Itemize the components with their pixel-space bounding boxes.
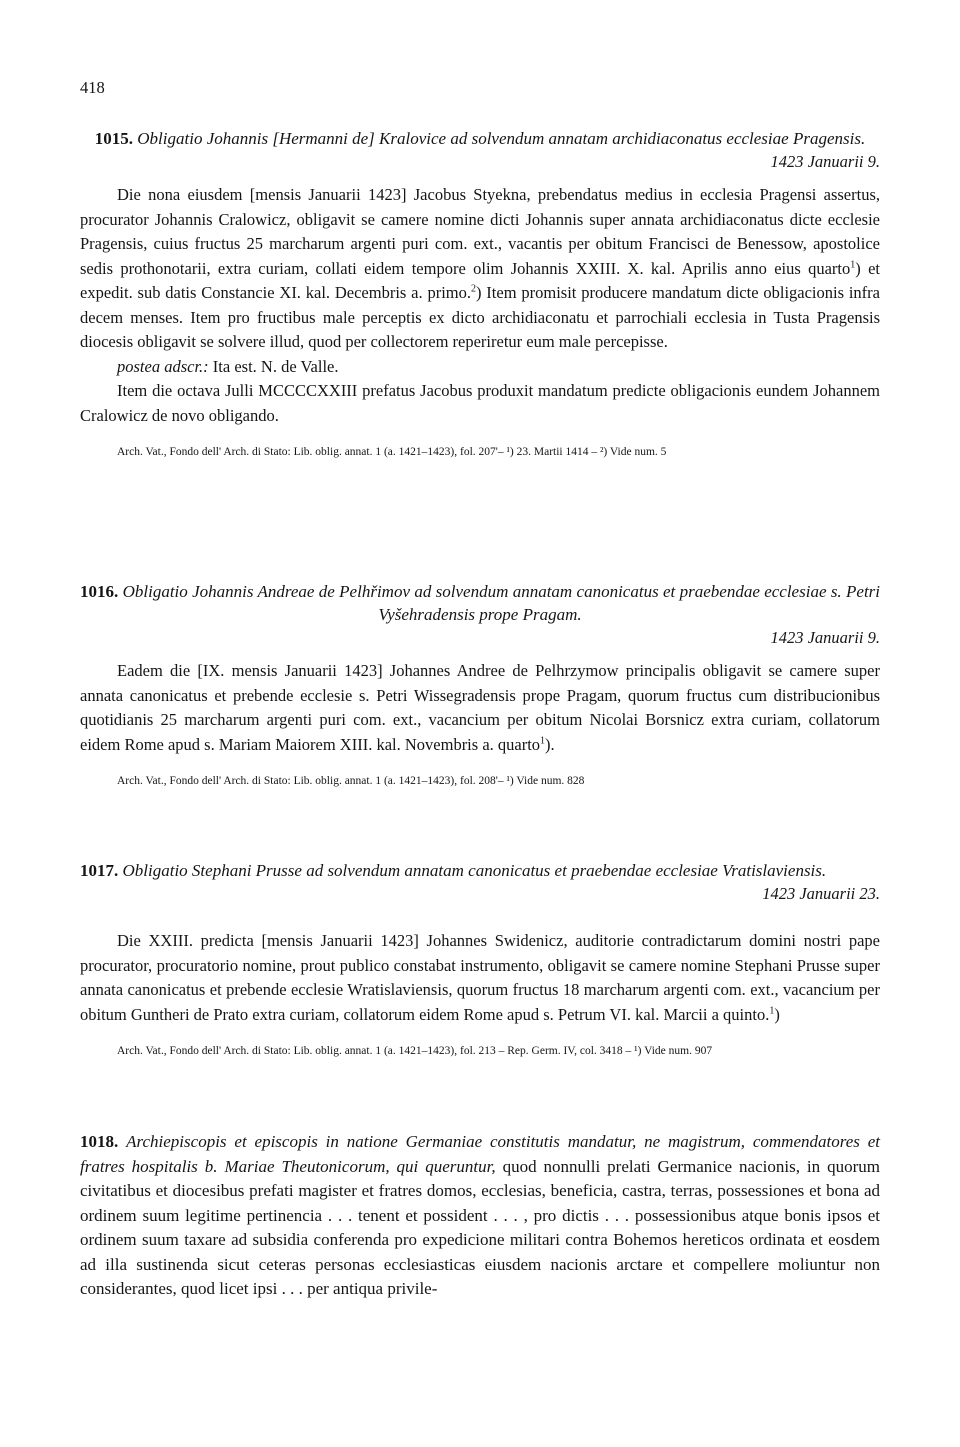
source-note: Arch. Vat., Fondo dell' Arch. di Stato: Lib. oblig. annat. 1 (a. 1421–1423), fol. 207'– ¹) 23. Martii 1414 – ²) Vide num. 5 <box>117 446 667 458</box>
entry-1018 <box>80 1130 880 1302</box>
annotation-label: postea adscr.: <box>117 356 209 376</box>
paragraph-text: ) et expedit. sub datis Constancie XI. kal. Decembris a. primo. <box>80 258 880 302</box>
entry-body <box>80 659 880 757</box>
paragraph-text: Die nona eiusdem [mensis Januarii 1423] Jacobus Styekna, prebendatus medius in ecclesia Pragensi assertus, procurator Johannis Cralowicz, obligavit se camere nomine dicti Johannis super annata archidiaconatus dicte ecclesie Pragensis, cuius fructus 25 marcharum argenti puri com. ext., vacantis per obitum Francisci de Benessow, apostolice sedis prothonotarii, extra curiam, collati eidem tempore olim Johannis XXIII. X. kal. Aprilis anno eius quarto <box>80 185 880 278</box>
entry-heading <box>80 1130 880 1302</box>
entry-heading <box>80 127 880 150</box>
footnote-ref: 2 <box>470 283 476 295</box>
entry-date: 1423 Januarii 9. <box>770 152 880 171</box>
footnote-ref: 1 <box>769 1005 775 1016</box>
page-number: 418 <box>80 78 105 97</box>
entry-heading <box>80 859 880 882</box>
entry-date: 1423 Januarii 9. <box>770 628 880 647</box>
entry-paragraph <box>80 183 880 355</box>
paragraph-text: ). <box>545 734 555 754</box>
entry-number: 1018. <box>80 1132 119 1151</box>
entry-title: Obligatio Johannis Andreae de Pelhřimov ad solvendum annatam canonicatus et praebendae ecclesiae s. Petri Vyšehradensis prope Pragam. <box>122 582 881 624</box>
entry-1017 <box>80 859 880 1059</box>
source-note: Arch. Vat., Fondo dell' Arch. di Stato: Lib. oblig. annat. 1 (a. 1421–1423), fol. 208'– ¹) Vide num. 828 <box>117 775 585 787</box>
paragraph-text: ) Item promisit producere mandatum dicte obligacionis infra decem menses. Item pro fructibus male perceptis ex dicto archidiaconatu et parrochiali ecclesia in Tusta Pragensis diocesis obligavit se solvere illud, quod per collectorem reperiretur eum male percepisse. <box>80 283 880 351</box>
entry-text: quod nonnulli prelati Germanice nacionis, in quorum civitatibus et diocesibus prefati magister et fratres domos, ecclesias, beneficia, castra, terras, possessiones et bona ad ordinem suum legitime pertinencia . . . tenent et possident . . . , pro dictis . . . possessionibus atque bonis ipsos et ordinem suum taxare ad subsidia conferenda pro expedicione militari contra Bohemos hereticos ordinata et eosdem ad illa sustinenda sicut ceteras personas ecclesiasticas eiusdem nacionis arctare et compellere moliuntur non considerantes, quod licet ipsi . . . per antiqua privile- <box>80 1156 880 1298</box>
entry-number: 1016. <box>80 582 119 601</box>
entry-1015 <box>80 127 880 460</box>
entry-body <box>80 929 880 1027</box>
entry-body <box>80 183 880 428</box>
footnote-ref: 1 <box>540 735 546 746</box>
paragraph-text: Die XXIII. predicta [mensis Januarii 1423] Johannes Swidenicz, auditorie contradictarum domini nostri pape procurator, procuratorio nomine, prout publico constabat instrumento, obligavit se camere nomine Stephani Prusse super annata canonicatus et prebende ecclesie Wratislaviensis, quorum fructus 18 marcharum argenti com. ext., vacancium per obitum Guntheri de Prato extra curiam, collatorum eidem Rome apud s. Petrum VI. kal. Marcii a quinto. <box>80 931 880 1024</box>
entry-paragraph: Item die octava Julli MCCCCXXIII prefatus Jacobus produxit mandatum predicte obligacionis eundem Johannem Cralowicz de novo obligando. <box>80 381 880 425</box>
entry-title: Obligatio Johannis [Hermanni de] Kralovice ad solvendum annatam archidiaconatus ecclesiae Pragensis. <box>137 129 866 148</box>
paragraph-text: ) <box>774 1004 780 1024</box>
entry-heading <box>80 580 880 626</box>
footnote-ref: 1 <box>850 259 856 270</box>
entry-paragraph <box>80 355 880 380</box>
entry-paragraph <box>80 929 880 1027</box>
entry-date: 1423 Januarii 23. <box>762 884 880 903</box>
paragraph-text: Ita est. N. de Valle. <box>208 356 339 376</box>
entry-title: Archiepiscopis et episcopis in natione Germaniae constitutis mandatur, ne magistrum, commendatores et fratres hospitalis b. Mariae Theutonicorum, qui queruntur, <box>80 1132 881 1176</box>
paragraph-text: Eadem die [IX. mensis Januarii 1423] Johannes Andree de Pelhrzymow principalis obligavit se camere super annata canonicatus et prebende ecclesie s. Petri Wissegradensis prope Pragam, quorum fructus cum distribucionibus quotidianis 25 marcharum argenti puri com. ext., vacancium per obitum Nicolai Borsnicz extra curiam, collatorum eidem Rome apud s. Mariam Maiorem XIII. kal. Novembris a. quarto <box>80 661 880 754</box>
entry-paragraph <box>80 659 880 757</box>
entry-1016 <box>80 580 880 789</box>
entry-title: Obligatio Stephani Prusse ad solvendum annatam canonicatus et praebendae ecclesiae Vratislaviensis. <box>122 861 827 880</box>
source-note: Arch. Vat., Fondo dell' Arch. di Stato: Lib. oblig. annat. 1 (a. 1421–1423), fol. 213 – Rep. Germ. IV, col. 3418 – ¹) Vide num. 907 <box>117 1045 713 1057</box>
entry-number: 1017. <box>80 861 119 880</box>
entry-number: 1015. <box>94 129 134 148</box>
